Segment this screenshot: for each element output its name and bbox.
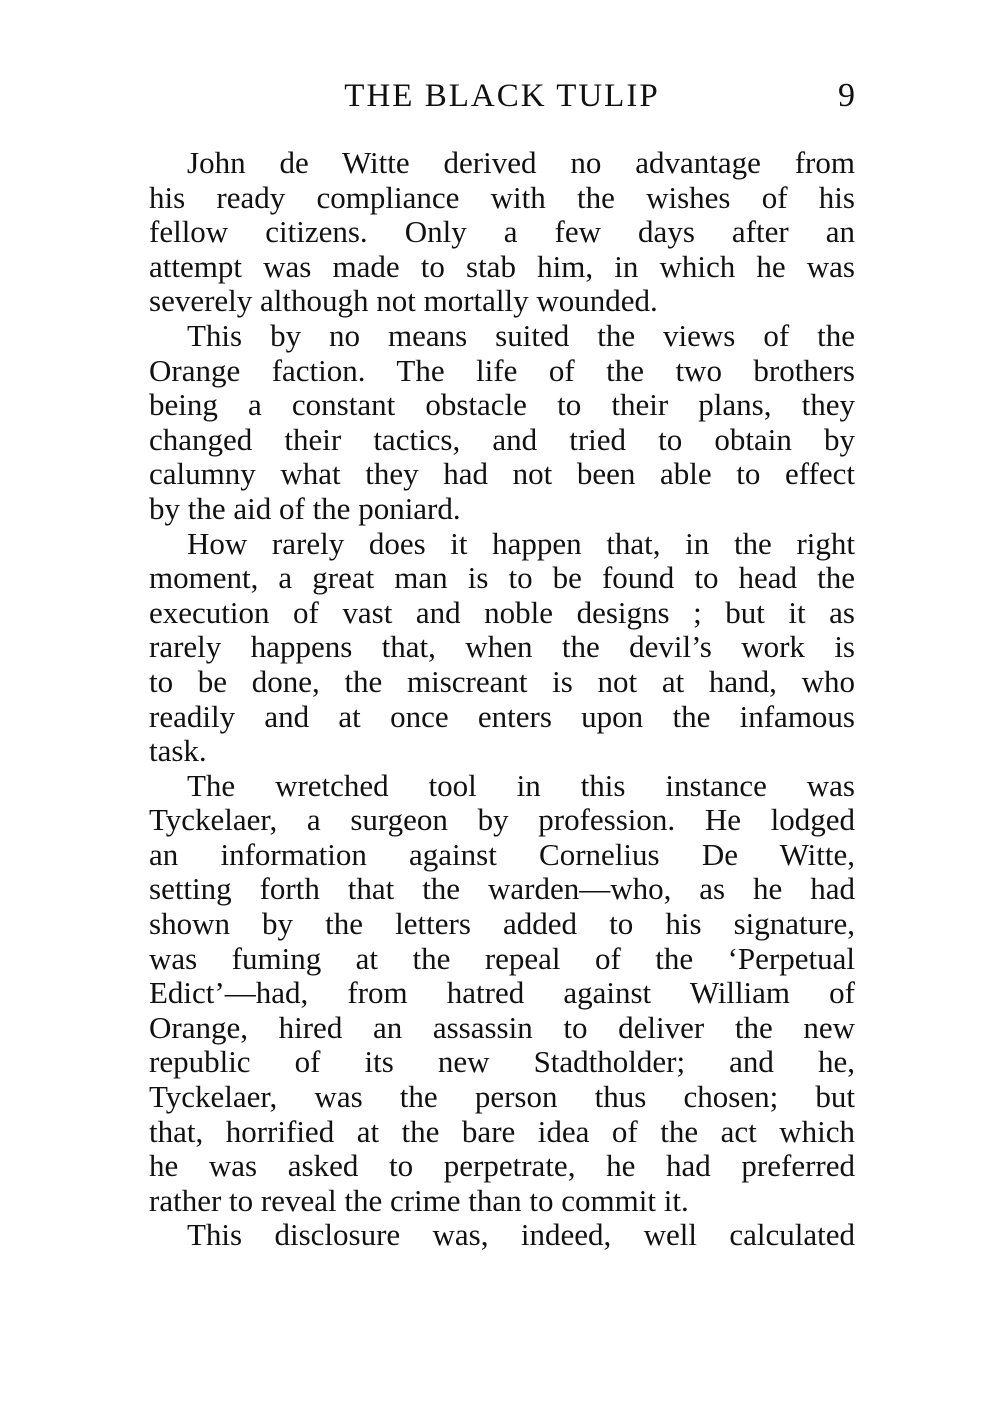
text-line: execution of vast and noble designs ; but it as [149,594,855,630]
text-line: being a constant obstacle to their plans, they [149,387,855,423]
text-line: moment, a great man is to be found to head the [149,560,855,596]
text-line: fellow citizens. Only a few days after an [149,214,855,250]
text-line: by the aid of the poniard. [149,490,461,526]
text-line: task. [149,733,207,769]
text-line: to be done, the miscreant is not at hand, who [149,663,855,699]
text-line: Orange, hired an assassin to deliver the new [149,1009,855,1045]
text-line: This by no means suited the views of the [187,317,855,353]
text-line: an information against Cornelius De Witte, [149,836,855,872]
text-line: setting forth that the warden—who, as he had [149,871,855,907]
text-line: republic of its new Stadtholder; and he, [149,1044,855,1080]
text-line: his ready compliance with the wishes of his [149,179,855,215]
text-line: Edict’—had, from hatred against William of [149,975,855,1011]
text-line: The wretched tool in this instance was [187,767,855,803]
page-number: 9 [838,77,855,114]
text-line: was fuming at the repeal of the ‘Perpetual [149,940,855,976]
text-line: attempt was made to stab him, in which he was [149,248,855,284]
running-head [149,68,855,124]
text-line: rarely happens that, when the devil’s work is [149,629,855,665]
text-line: he was asked to perpetrate, he had preferred [149,1148,855,1184]
text-line: rather to reveal the crime than to commit it. [149,1182,689,1218]
text-line: shown by the letters added to his signature, [149,906,855,942]
text-line: This disclosure was, indeed, well calculated [187,1217,855,1253]
text-line: changed their tactics, and tried to obtain by [149,421,855,457]
text-line: Tyckelaer, a surgeon by profession. He lodged [149,802,855,838]
text-line: that, horrified at the bare idea of the act which [149,1113,855,1149]
text-line: calumny what they had not been able to effect [149,456,855,492]
text-line: Tyckelaer, was the person thus chosen; but [149,1079,855,1115]
text-line: severely although not mortally wounded. [149,283,658,319]
running-title: THE BLACK TULIP [344,78,660,114]
text-line: Orange faction. The life of the two brothers [149,352,855,388]
text-line: How rarely does it happen that, in the right [187,525,855,561]
body-text [149,146,855,1253]
text-line: John de Witte derived no advantage from [187,145,855,180]
text-line: readily and at once enters upon the infamous [149,698,855,734]
